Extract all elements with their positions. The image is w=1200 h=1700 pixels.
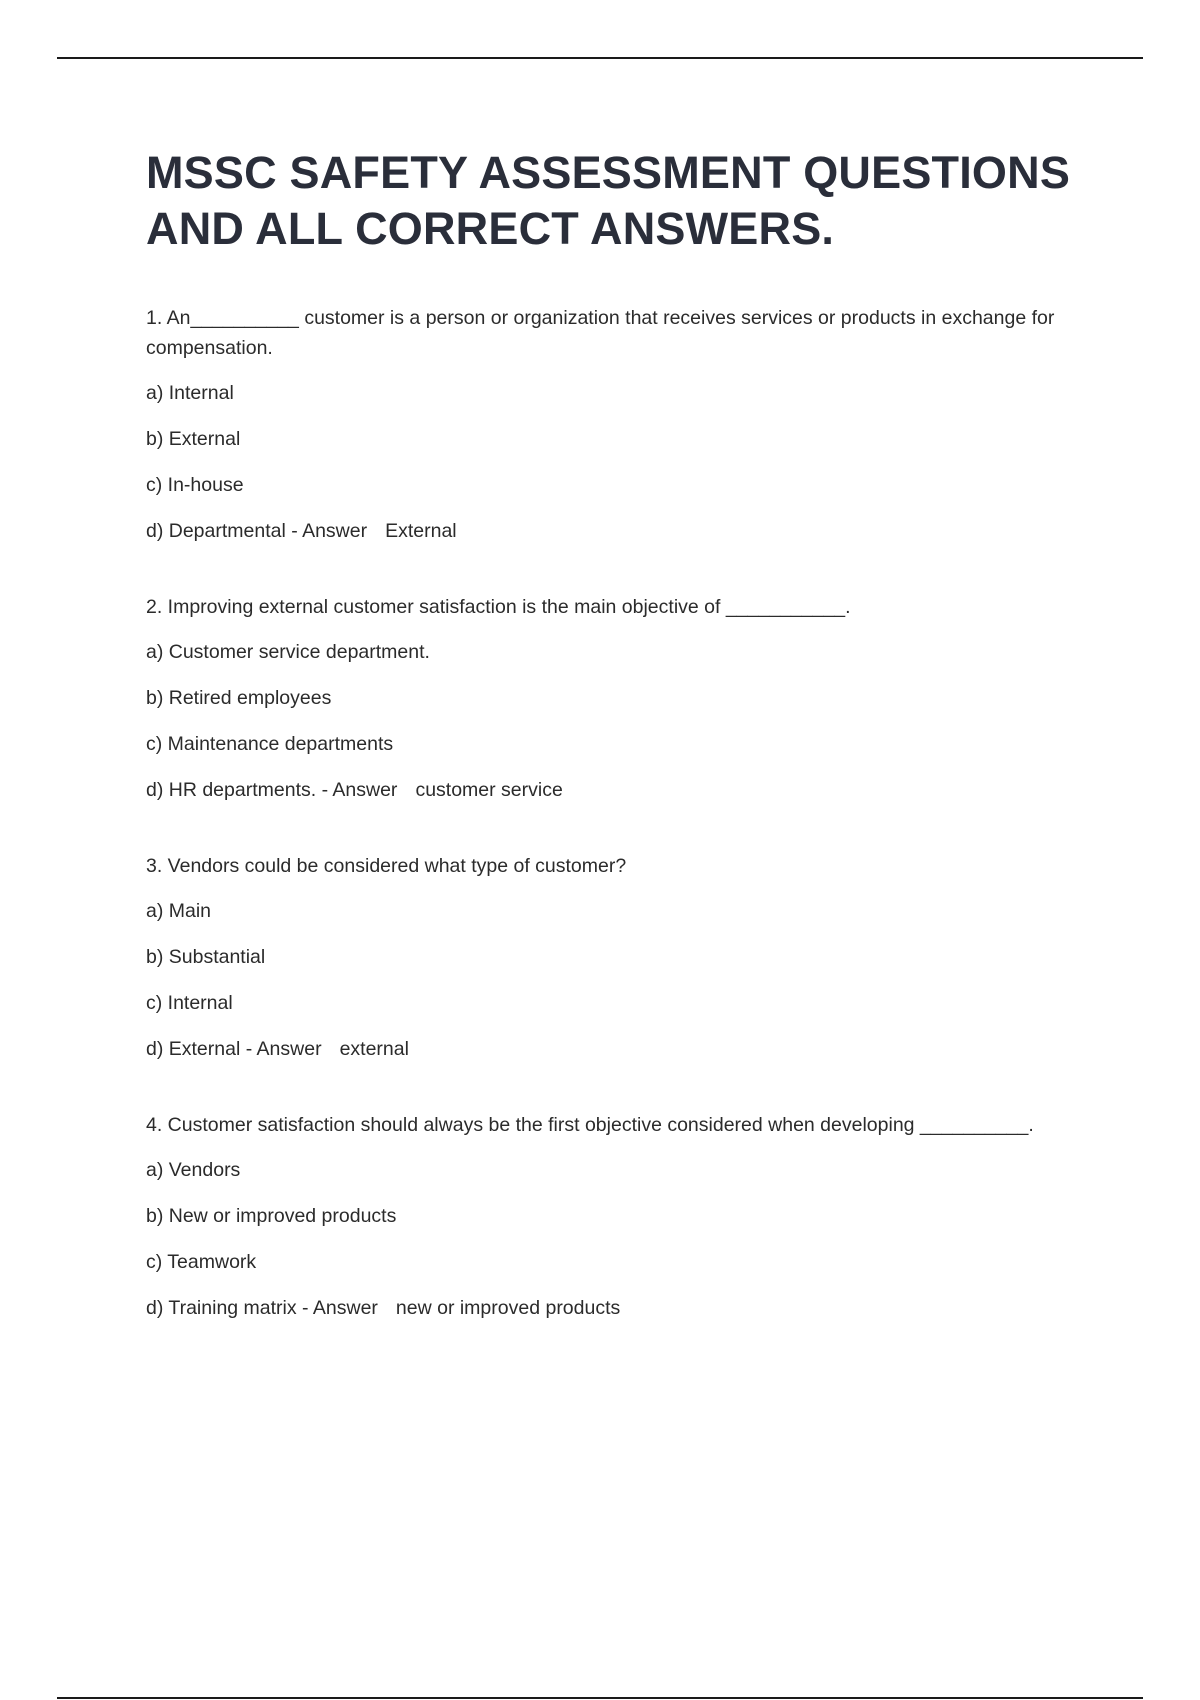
option-b: b) Substantial — [146, 946, 266, 968]
option-c: c) In-house — [146, 474, 244, 496]
option-d: d) HR departments. - Answer — [146, 779, 398, 801]
option-b: b) New or improved products — [146, 1205, 397, 1227]
question-text: 3. Vendors could be considered what type of customer? — [146, 855, 627, 877]
option-c: c) Internal — [146, 992, 233, 1014]
option-d: d) Training matrix - Answer — [146, 1297, 378, 1319]
question-text: 1. An__________ customer is a person or organization that receives services or products in exchange for compensation. — [146, 307, 1055, 359]
question-4 — [146, 1110, 1086, 1323]
answer: customer service — [415, 779, 563, 801]
question-3 — [146, 851, 1086, 1064]
question-text: 2. Improving external customer satisfaction is the main objective of ___________. — [146, 596, 851, 618]
top-rule — [57, 57, 1143, 59]
document-title: MSSC SAFETY ASSESSMENT QUESTIONS AND ALL CORRECT ANSWERS. — [146, 147, 1071, 254]
option-d-with-answer — [146, 1293, 1086, 1323]
bottom-rule — [57, 1697, 1143, 1699]
question-list — [146, 303, 1086, 1323]
option-d-with-answer — [146, 516, 1086, 546]
option-d: d) Departmental - Answer — [146, 520, 368, 542]
option-d-with-answer — [146, 775, 1086, 805]
option-d-with-answer — [146, 1034, 1086, 1064]
option-b: b) Retired employees — [146, 687, 332, 709]
option-c: c) Maintenance departments — [146, 733, 394, 755]
question-2 — [146, 592, 1086, 805]
answer: new or improved products — [395, 1297, 621, 1319]
answer: External — [385, 520, 457, 542]
page-content — [146, 145, 1086, 1369]
option-b: b) External — [146, 428, 241, 450]
option-c: c) Teamwork — [146, 1251, 257, 1273]
option-a: a) Customer service department. — [146, 641, 430, 663]
question-text: 4. Customer satisfaction should always be the first objective considered when developing __________. — [146, 1114, 1034, 1136]
option-a: a) Internal — [146, 382, 234, 404]
option-a: a) Main — [146, 900, 212, 922]
option-a: a) Vendors — [146, 1159, 241, 1181]
answer: external — [339, 1038, 409, 1060]
question-1 — [146, 303, 1086, 546]
option-d: d) External - Answer — [146, 1038, 322, 1060]
